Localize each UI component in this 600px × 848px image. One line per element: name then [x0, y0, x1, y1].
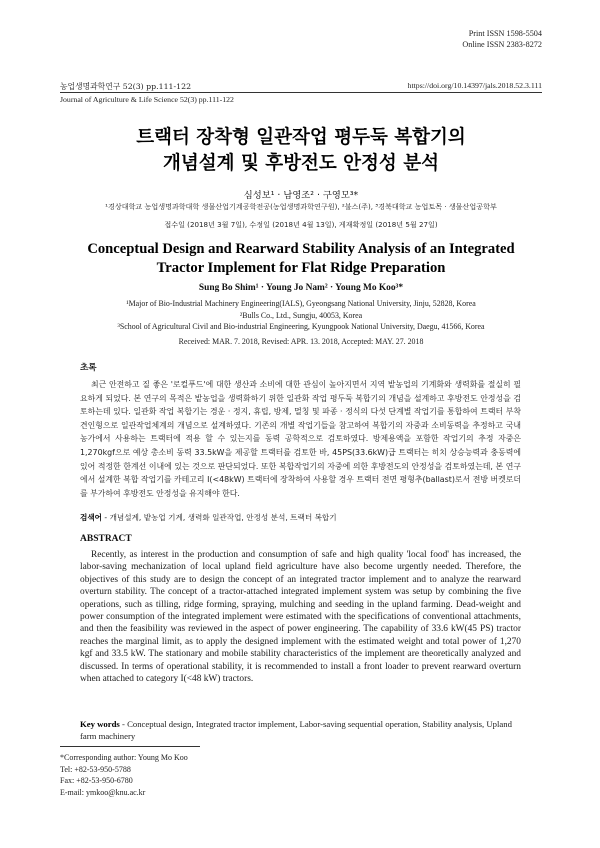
issn-print: Print ISSN 1598-5504 — [468, 29, 542, 38]
affiliation-1: ¹Major of Bio-Industrial Machinery Engineering(IALS), Gyeongsang National University, Jinju, 52828, Korea — [126, 299, 476, 308]
issn-block — [462, 28, 542, 50]
title-ko-line2: 개념설계 및 후방전도 안정성 분석 — [163, 153, 439, 174]
title-en — [60, 240, 542, 278]
affiliation-3: ³School of Agricultural Civil and Bio-industrial Engineering, Kyungpook National University, Daegu, 41566, Korea — [117, 322, 485, 331]
affiliations-en — [60, 298, 542, 333]
journal-citation-ko: 농업생명과학연구 52(3) pp.111-122 — [60, 82, 192, 91]
fax: Fax: +82-53-950-6780 — [60, 776, 133, 786]
issn-online: Online ISSN 2383-8272 — [462, 40, 542, 49]
title-ko-line1: 트랙터 장착형 일관작업 평두둑 복합기의 — [136, 127, 466, 148]
abstract-ko-body: 최근 안전하고 질 좋은 '로컬푸드'에 대한 생산과 소비에 대한 관심이 높아지면서 지역 밭농업의 기계화와 생력화를 절실히 필요하게 되었다. 본 연구의 목적은 밭농업을 생력화하기 위한 일관화 작업 평두둑 복합기의 개념을 설계하고 후방전도 안정성을 검토하는데 있다. 일관화 작업 복합기는 경운 · 정지, 휴립, 방제, 멀칭 및 파종 · 정식의 다섯 단계별 작업기를 통합하여 트랙터 부착 견인형으로 일관작업체계의 개념으로 설계하였다. 기존의 개별 작업기들을 참고하여 복합기의 자중과 소비동력을 추정하고 국내 농가에서 사용하는 트랙터에 적용 할 수 있는지를 동력 공학적으로 검토하였다. 방제용액을 포함한 작업기의 추정 자중은 1,270kgf으로 예상 총소비 동력 33.5kW을 제공할 트랙터를 검토한 바, 45PS(33.6kW)급 트랙터는 히치 상승능력과 충동력에 있어 적정한 한계선 이내에 있는 것으로 판단되었다. 또한 복합작업기의 자중에 의한 후방전도의 안정성을 검토하였는데, 본 연구에서 설계한 복합 작업기를 카테고리 I(<48kW) 트랙터에 장착하여 사용할 경우 트랙터 전면 평형추(ballast)로서 전방 버켓로더를 부가하여 후방전도 안정성을 유지해야 한다. — [80, 380, 521, 498]
authors-ko: 심성보¹ · 남영조² · 구영모³* — [243, 190, 359, 201]
title-ko — [60, 125, 542, 177]
title-en-line2: Tractor Implement for Flat Ridge Preparation — [156, 260, 446, 276]
keywords-ko-label: 검색어 — [80, 513, 103, 522]
keywords-ko-text: - 개념설계, 밭농업 기계, 생력화 일관작업, 안정성 분석, 트랙터 복합기 — [102, 513, 337, 522]
doi-link[interactable]: https://doi.org/10.14397/jals.2018.52.3.111 — [407, 81, 542, 90]
abstract-ko-heading: 초록 — [80, 363, 97, 373]
dates-en: Received: MAR. 7. 2018, Revised: APR. 13. 2018, Accepted: MAY. 27. 2018 — [178, 337, 424, 346]
dates-ko: 접수일 (2018년 3월 7일), 수정일 (2018년 4월 13일), 게재확정일 (2018년 5월 27일) — [164, 220, 438, 229]
email[interactable]: E-mail: ymkoo@knu.ac.kr — [60, 787, 146, 797]
keywords-en-text: - Conceptual design, Integrated tractor implement, Labor-saving sequential operation, Stability analysis, Upland farm machinery — [80, 719, 512, 741]
keywords-en-label: Key words — [80, 719, 120, 729]
tel: Tel: +82-53-950-5788 — [60, 764, 131, 774]
abstract-en-body: Recently, as interest in the production and consumption of safe and high quality 'local food' has increased, the labor-saving mechanization of local upland field agriculture have also become urgently needed. Therefore, the objectives of this study are to design the concept of an integrated tractor implement and to analyze the rearward overturn stability. The concept of a tractor-attached integrated implement system was setup by combining the five operations, such as tilling, ridge forming, spraying, mulching and seeding in the upland farming. Dead-weight and power consumption of the integrated implement were estimated with the specifications of conventional attachments, and then the feasibility was reviewed in the aspect of power engineering. The capability of 33.6 kW(45 PS) tractor reaches the marginal limit, as to apply the designed implement with the estimated weight and total power of 1,270 kgf and 33.5 kW. The stationary and mobile stability characteristics of the implement are theoretically analyzed and discussed. In terms of operational stability, it is recommended to install a front loader to prevent rearward overturn when attached to category I(<48 kW) tractors. — [80, 550, 521, 685]
authors-en: Sung Bo Shim¹ · Young Jo Nam² · Young Mo Koo³* — [198, 283, 404, 293]
journal-citation-en: Journal of Agriculture & Life Science 52(3) pp.111-122 — [60, 95, 234, 104]
header-divider — [60, 92, 542, 93]
affiliations-ko: ¹경상대학교 농업생명과학대학 생물산업기계공학전공(농업생명과학연구원), ²불스(주), ³경북대학교 농업토목 · 생물산업공학부 — [105, 202, 497, 211]
affiliation-2: ²Bulls Co., Ltd., Sungju, 40053, Korea — [239, 310, 363, 320]
corresponding-author: *Corresponding author: Young Mo Koo — [60, 753, 188, 762]
footnote-divider — [60, 746, 200, 747]
keywords-ko — [80, 512, 521, 523]
keywords-en — [80, 718, 521, 742]
abstract-en-heading: ABSTRACT — [80, 534, 132, 544]
title-en-line1: Conceptual Design and Rearward Stability Analysis of an Integrated — [87, 241, 515, 257]
footnote — [60, 752, 188, 798]
